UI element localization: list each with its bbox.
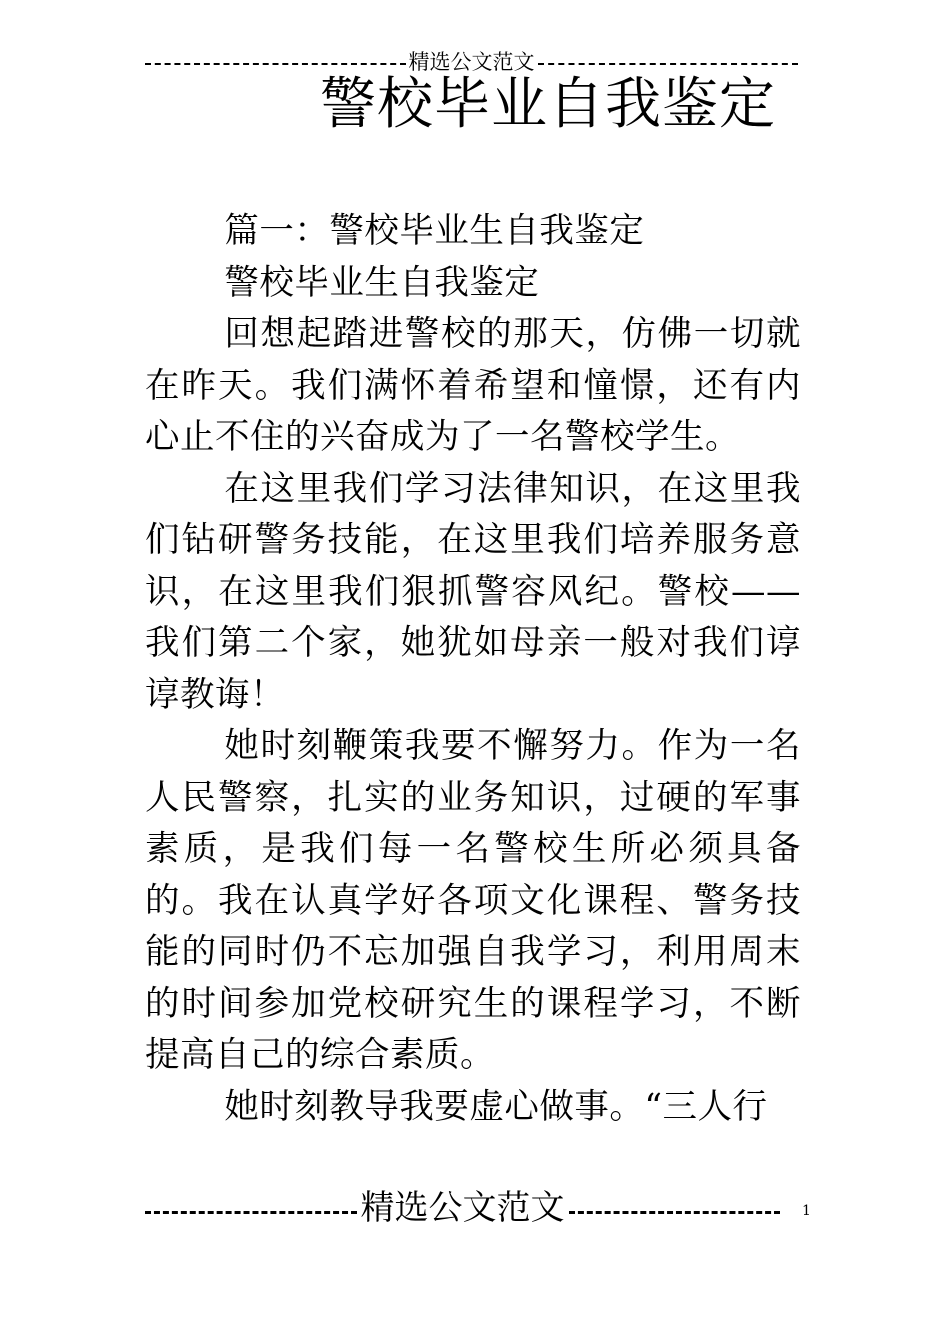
page-footer bbox=[145, 1186, 780, 1230]
body-paragraph: 她时刻教导我要虚心做事。“三人行 bbox=[224, 1086, 768, 1127]
body-paragraph: 回想起踏进警校的那天，仿佛一切就在昨天。我们满怀着希望和憧憬，还有内心止不住的兴奋成为了一名警校学生。 bbox=[145, 314, 801, 457]
footer-dashes-right bbox=[569, 1211, 781, 1214]
page-number: 1 bbox=[802, 1203, 811, 1219]
document-title: 警校毕业自我鉴定 bbox=[320, 72, 776, 137]
subtitle: 警校毕业生自我鉴定 bbox=[224, 262, 540, 303]
section-heading: 篇一：警校毕业生自我鉴定 bbox=[224, 211, 645, 251]
header-dashes-left bbox=[145, 63, 406, 65]
footer-text: 精选公文范文 bbox=[360, 1188, 565, 1228]
header-text: 精选公文范文 bbox=[408, 50, 535, 74]
body-paragraph: 她时刻鞭策我要不懈努力。作为一名人民警察，扎实的业务知识，过硬的军事素质，是我们每一名警校生所必须具备的。我在认真学好各项文化课程、警务技能的同时仍不忘加强自我学习，利用周末的时间参加党校研究生的课程学习，不断提高自己的综合素质。 bbox=[145, 726, 801, 1075]
document-body bbox=[145, 206, 801, 1133]
page-header bbox=[145, 50, 798, 74]
footer-dashes-left bbox=[145, 1211, 357, 1214]
body-paragraph: 在这里我们学习法律知识，在这里我们钻研警务技能，在这里我们培养服务意识，在这里我们狠抓警容风纪。警校——我们第二个家，她犹如母亲一般对我们谆谆教诲！ bbox=[145, 468, 801, 715]
header-dashes-right bbox=[538, 63, 799, 65]
